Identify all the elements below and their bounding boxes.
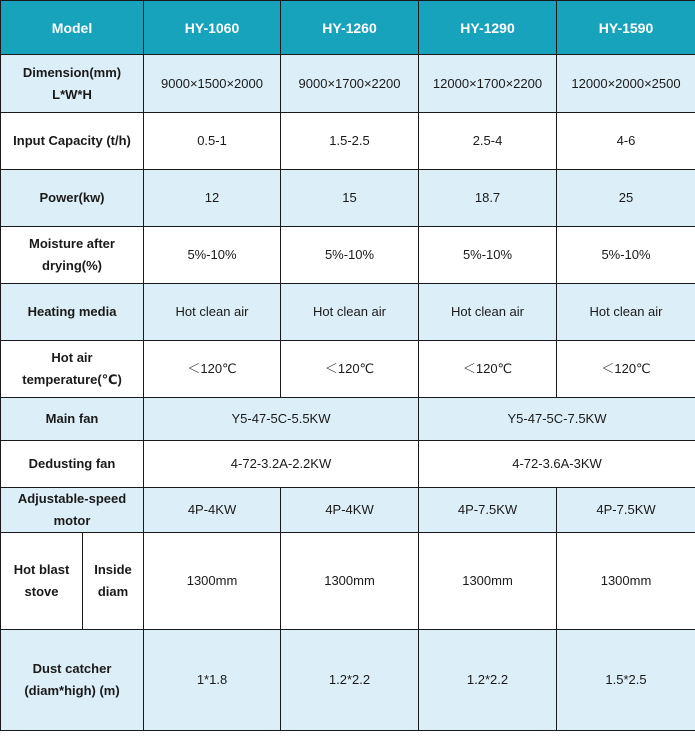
cell-heating-2: Hot clean air	[281, 284, 419, 341]
cell-dust-3: 1.2*2.2	[419, 630, 557, 731]
label-hot-air-line2: temperature(℃)	[22, 372, 122, 387]
row-hot-air-temperature	[1, 341, 695, 398]
label-inside-line2: diam	[97, 584, 129, 599]
label-moisture-line1: Moisture after	[29, 236, 115, 251]
label-main-fan: Main fan	[1, 398, 144, 441]
cell-temp-3: ＜120℃	[419, 341, 557, 398]
cell-stove-4: 1300mm	[557, 533, 695, 630]
cell-main-fan-1: Y5-47-5C-5.5KW	[144, 398, 419, 441]
cell-dimension-4: 12000×2000×2500	[557, 55, 695, 113]
cell-dimension-1: 9000×1500×2000	[144, 55, 281, 113]
cell-motor-2: 4P-4KW	[281, 488, 419, 533]
label-stove-line1: Hot blast	[13, 562, 70, 577]
row-heating-media	[1, 284, 695, 341]
label-moisture	[1, 227, 144, 284]
cell-motor-1: 4P-4KW	[144, 488, 281, 533]
label-dust-line2: (diam*high) (m)	[24, 683, 120, 698]
cell-main-fan-2: Y5-47-5C-7.5KW	[419, 398, 695, 441]
label-moisture-line2: drying(%)	[42, 258, 102, 273]
row-hot-blast-stove	[1, 533, 695, 630]
cell-dust-1: 1*1.8	[144, 630, 281, 731]
label-heating-media: Heating media	[1, 284, 144, 341]
cell-heating-3: Hot clean air	[419, 284, 557, 341]
cell-power-4: 25	[557, 170, 695, 227]
cell-capacity-4: 4-6	[557, 113, 695, 170]
cell-power-2: 15	[281, 170, 419, 227]
header-model-label: Model	[1, 1, 144, 55]
cell-temp-4: ＜120℃	[557, 341, 695, 398]
label-inside-diam	[83, 533, 144, 630]
label-stove-line2: stove	[24, 584, 59, 599]
cell-temp-2: ＜120℃	[281, 341, 419, 398]
label-hot-air-line1: Hot air	[51, 350, 93, 365]
cell-heating-4: Hot clean air	[557, 284, 695, 341]
cell-dedusting-fan-2: 4-72-3.6A-3KW	[419, 441, 695, 488]
label-dimension-line2: L*W*H	[52, 86, 92, 102]
label-inside-line1: Inside	[94, 562, 132, 577]
label-power: Power(kw)	[1, 170, 144, 227]
label-motor	[1, 488, 144, 533]
cell-stove-2: 1300mm	[281, 533, 419, 630]
header-model-2: HY-1260	[281, 1, 419, 55]
label-motor-line1: Adjustable-speed	[17, 491, 127, 506]
row-input-capacity	[1, 113, 695, 170]
cell-power-3: 18.7	[419, 170, 557, 227]
row-main-fan	[1, 398, 695, 441]
label-input-capacity: Input Capacity (t/h)	[1, 113, 144, 170]
row-dust-catcher	[1, 630, 695, 731]
label-dimension-line1: Dimension(mm)	[22, 64, 122, 80]
cell-dimension-3: 12000×1700×2200	[419, 55, 557, 113]
label-dimension	[1, 55, 144, 113]
header-model-1: HY-1060	[144, 1, 281, 55]
cell-moisture-3: 5%-10%	[419, 227, 557, 284]
row-dimension	[1, 55, 695, 113]
row-power	[1, 170, 695, 227]
cell-power-1: 12	[144, 170, 281, 227]
header-model-4: HY-1590	[557, 1, 695, 55]
cell-moisture-1: 5%-10%	[144, 227, 281, 284]
cell-capacity-1: 0.5-1	[144, 113, 281, 170]
cell-dust-2: 1.2*2.2	[281, 630, 419, 731]
label-motor-line2: motor	[53, 513, 91, 528]
cell-stove-1: 1300mm	[144, 533, 281, 630]
cell-heating-1: Hot clean air	[144, 284, 281, 341]
cell-moisture-2: 5%-10%	[281, 227, 419, 284]
header-row	[1, 1, 695, 55]
label-hot-air-temperature	[1, 341, 144, 398]
row-dedusting-fan	[1, 441, 695, 488]
cell-capacity-3: 2.5-4	[419, 113, 557, 170]
label-hot-blast-stove	[1, 533, 83, 630]
row-motor	[1, 488, 695, 533]
cell-temp-1: ＜120℃	[144, 341, 281, 398]
cell-capacity-2: 1.5-2.5	[281, 113, 419, 170]
header-model-3: HY-1290	[419, 1, 557, 55]
cell-motor-3: 4P-7.5KW	[419, 488, 557, 533]
cell-moisture-4: 5%-10%	[557, 227, 695, 284]
cell-dust-4: 1.5*2.5	[557, 630, 695, 731]
label-dedusting-fan: Dedusting fan	[1, 441, 144, 488]
cell-dimension-2: 9000×1700×2200	[281, 55, 419, 113]
row-moisture	[1, 227, 695, 284]
label-dust-line1: Dust catcher	[32, 661, 112, 676]
cell-dedusting-fan-1: 4-72-3.2A-2.2KW	[144, 441, 419, 488]
cell-stove-3: 1300mm	[419, 533, 557, 630]
label-dust-catcher	[1, 630, 144, 731]
cell-motor-4: 4P-7.5KW	[557, 488, 695, 533]
